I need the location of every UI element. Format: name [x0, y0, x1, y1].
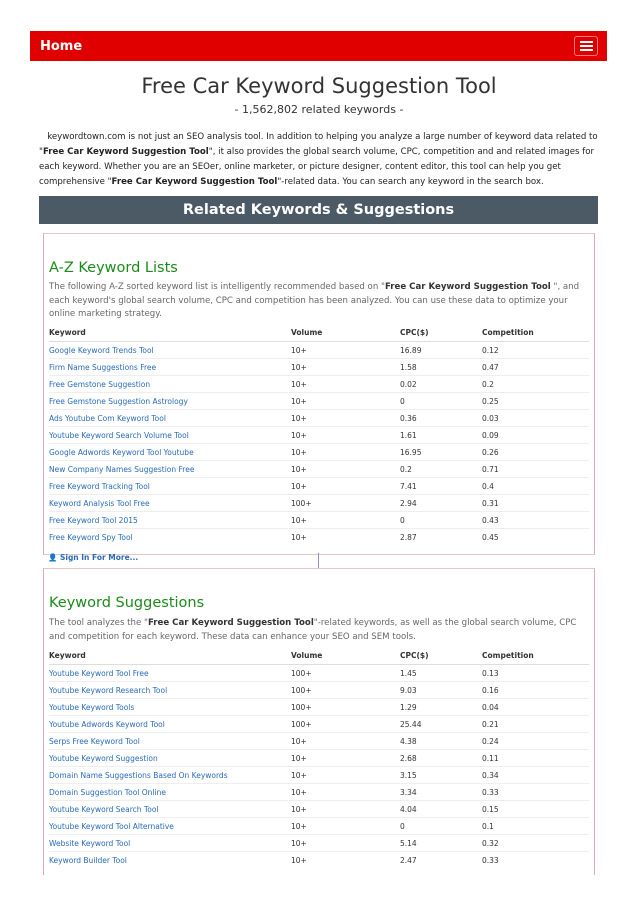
keyword-link[interactable]: Youtube Keyword Tools — [49, 699, 291, 716]
volume-cell: 100+ — [291, 665, 400, 682]
column-header: Keyword — [49, 324, 291, 342]
az-keyword-panel — [43, 233, 595, 555]
cpc-cell: 0.36 — [400, 410, 482, 427]
keyword-link[interactable]: Youtube Keyword Tool Free — [49, 665, 291, 682]
competition-cell: 0.21 — [482, 716, 589, 733]
table-row — [49, 784, 589, 801]
competition-cell: 0.33 — [482, 784, 589, 801]
nav-home-link[interactable]: Home — [40, 38, 83, 54]
table-row — [49, 427, 589, 444]
competition-cell: 0.33 — [482, 852, 589, 869]
keyword-link[interactable]: New Company Names Suggestion Free — [49, 461, 291, 478]
cpc-cell: 2.47 — [400, 852, 482, 869]
keyword-link[interactable]: Youtube Keyword Search Tool — [49, 801, 291, 818]
cpc-cell: 1.61 — [400, 427, 482, 444]
competition-cell: 0.04 — [482, 699, 589, 716]
keyword-suggestions-panel — [43, 568, 595, 875]
column-header: CPC($) — [400, 324, 482, 342]
cpc-cell: 7.41 — [400, 478, 482, 495]
keyword-link[interactable]: Free Gemstone Suggestion — [49, 376, 291, 393]
hamburger-menu-icon[interactable] — [574, 36, 598, 56]
competition-cell: 0.2 — [482, 376, 589, 393]
volume-cell: 10+ — [291, 342, 400, 359]
table-header-row — [49, 647, 589, 665]
cpc-cell: 0 — [400, 818, 482, 835]
column-header: Volume — [291, 324, 400, 342]
competition-cell: 0.03 — [482, 410, 589, 427]
competition-cell: 0.1 — [482, 818, 589, 835]
volume-cell: 10+ — [291, 801, 400, 818]
competition-cell: 0.13 — [482, 665, 589, 682]
volume-cell: 10+ — [291, 444, 400, 461]
table-row — [49, 750, 589, 767]
table-row — [49, 716, 589, 733]
competition-cell: 0.25 — [482, 393, 589, 410]
table-row — [49, 444, 589, 461]
cpc-cell: 0.02 — [400, 376, 482, 393]
az-desc-text: The following A-Z sorted keyword list is intelligently recommended based on " — [49, 282, 385, 292]
suggestions-desc-text: "-related keywords, as well as the global search volume, CPC and competition for each keyword. These data can enhance your SEO and SEM tools. — [49, 618, 577, 642]
volume-cell: 10+ — [291, 410, 400, 427]
table-row — [49, 699, 589, 716]
table-header-row — [49, 324, 589, 342]
table-row — [49, 529, 589, 546]
cpc-cell: 0.2 — [400, 461, 482, 478]
suggestions-desc-text: The tool analyzes the " — [49, 618, 148, 628]
competition-cell: 0.31 — [482, 495, 589, 512]
table-row — [49, 801, 589, 818]
table-row — [49, 665, 589, 682]
cpc-cell: 2.87 — [400, 529, 482, 546]
column-header: Volume — [291, 647, 400, 665]
table-row — [49, 733, 589, 750]
table-row — [49, 342, 589, 359]
suggestions-table — [49, 647, 589, 868]
competition-cell: 0.24 — [482, 733, 589, 750]
volume-cell: 10+ — [291, 784, 400, 801]
keyword-link[interactable]: Domain Name Suggestions Based On Keywords — [49, 767, 291, 784]
keyword-link[interactable]: Free Gemstone Suggestion Astrology — [49, 393, 291, 410]
keyword-link[interactable]: Keyword Analysis Tool Free — [49, 495, 291, 512]
competition-cell: 0.43 — [482, 512, 589, 529]
intro-text: keywordtown.com is not just an SEO analysis tool. In addition to helping you analyze a large number of keyword data related to " — [39, 132, 598, 157]
keyword-link[interactable]: Ads Youtube Com Keyword Tool — [49, 410, 291, 427]
cpc-cell: 0 — [400, 393, 482, 410]
table-row — [49, 835, 589, 852]
related-keywords-header: Related Keywords & Suggestions — [39, 196, 598, 224]
column-header: Competition — [482, 324, 589, 342]
cpc-cell: 1.58 — [400, 359, 482, 376]
competition-cell: 0.26 — [482, 444, 589, 461]
volume-cell: 10+ — [291, 478, 400, 495]
volume-cell: 10+ — [291, 835, 400, 852]
volume-cell: 100+ — [291, 699, 400, 716]
cpc-cell: 1.29 — [400, 699, 482, 716]
table-row — [49, 461, 589, 478]
volume-cell: 10+ — [291, 512, 400, 529]
keyword-link[interactable]: Free Keyword Tool 2015 — [49, 512, 291, 529]
keyword-link[interactable]: Serps Free Keyword Tool — [49, 733, 291, 750]
volume-cell: 10+ — [291, 427, 400, 444]
table-row — [49, 495, 589, 512]
intro-keyword: Free Car Keyword Suggestion Tool — [42, 147, 209, 157]
page-subtitle: - 1,562,802 related keywords - — [234, 103, 404, 116]
cpc-cell: 4.38 — [400, 733, 482, 750]
cpc-cell: 25.44 — [400, 716, 482, 733]
keyword-link[interactable]: Youtube Keyword Search Volume Tool — [49, 427, 291, 444]
keyword-link[interactable]: Youtube Keyword Research Tool — [49, 682, 291, 699]
column-header: Competition — [482, 647, 589, 665]
cpc-cell: 4.04 — [400, 801, 482, 818]
intro-text: "-related data. You can search any keyword in the search box. — [277, 177, 544, 187]
keyword-link[interactable]: Free Keyword Tracking Tool — [49, 478, 291, 495]
table-row — [49, 410, 589, 427]
keyword-link[interactable]: Youtube Keyword Tool Alternative — [49, 818, 291, 835]
volume-cell: 10+ — [291, 393, 400, 410]
cpc-cell: 3.34 — [400, 784, 482, 801]
competition-cell: 0.16 — [482, 682, 589, 699]
sign-in-label: Sign In For More... — [59, 553, 139, 562]
table-row — [49, 818, 589, 835]
keyword-link[interactable]: Domain Suggestion Tool Online — [49, 784, 291, 801]
table-row — [49, 359, 589, 376]
cpc-cell: 2.94 — [400, 495, 482, 512]
keyword-link[interactable]: Firm Name Suggestions Free — [49, 359, 291, 376]
cpc-cell: 2.68 — [400, 750, 482, 767]
competition-cell: 0.47 — [482, 359, 589, 376]
volume-cell: 100+ — [291, 716, 400, 733]
cpc-cell: 16.95 — [400, 444, 482, 461]
az-keyword-table — [49, 324, 589, 545]
competition-cell: 0.32 — [482, 835, 589, 852]
cpc-cell: 16.89 — [400, 342, 482, 359]
volume-cell: 100+ — [291, 682, 400, 699]
table-row — [49, 512, 589, 529]
keyword-link[interactable]: Youtube Adwords Keyword Tool — [49, 716, 291, 733]
competition-cell: 0.34 — [482, 767, 589, 784]
competition-cell: 0.4 — [482, 478, 589, 495]
table-row — [49, 478, 589, 495]
volume-cell: 100+ — [291, 495, 400, 512]
table-row — [49, 376, 589, 393]
hamburger-line — [580, 45, 593, 47]
column-header: CPC($) — [400, 647, 482, 665]
cpc-cell: 5.14 — [400, 835, 482, 852]
az-desc-text: ", and each keyword's global search volume, CPC and competition has been analyzed. You can use these data to optimize your online marketing strategy. — [49, 282, 580, 319]
az-desc-keyword: Free Car Keyword Suggestion Tool — [384, 282, 551, 292]
page-title: Free Car Keyword Suggestion Tool — [141, 74, 497, 98]
suggestions-description — [49, 617, 589, 644]
competition-cell: 0.71 — [482, 461, 589, 478]
sign-in-more-link[interactable] — [48, 553, 138, 562]
competition-cell: 0.11 — [482, 750, 589, 767]
keyword-link[interactable]: Website Keyword Tool — [49, 835, 291, 852]
volume-cell: 10+ — [291, 733, 400, 750]
volume-cell: 10+ — [291, 852, 400, 869]
table-row — [49, 852, 589, 869]
intro-keyword: Free Car Keyword Suggestion Tool — [111, 177, 278, 187]
suggestions-desc-keyword: Free Car Keyword Suggestion Tool — [147, 618, 314, 628]
volume-cell: 10+ — [291, 750, 400, 767]
cpc-cell: 3.15 — [400, 767, 482, 784]
competition-cell: 0.12 — [482, 342, 589, 359]
volume-cell: 10+ — [291, 767, 400, 784]
cpc-cell: 0 — [400, 512, 482, 529]
navbar — [30, 31, 607, 61]
cpc-cell: 1.45 — [400, 665, 482, 682]
competition-cell: 0.15 — [482, 801, 589, 818]
keyword-link[interactable]: Google Keyword Trends Tool — [49, 342, 291, 359]
table-row — [49, 767, 589, 784]
hamburger-line — [580, 41, 593, 43]
keyword-link[interactable]: Keyword Builder Tool — [49, 852, 291, 869]
keyword-link[interactable]: Free Keyword Spy Tool — [49, 529, 291, 546]
keyword-link[interactable]: Youtube Keyword Suggestion — [49, 750, 291, 767]
intro-text: ", it also provides the global search volume, CPC, competition and and related images for each keyword. Whether you are an SEOer, online marketer, or picture designer, content editor, this tool can help you get comprehensive " — [39, 147, 595, 187]
volume-cell: 10+ — [291, 376, 400, 393]
cpc-cell: 9.03 — [400, 682, 482, 699]
az-description — [49, 281, 589, 322]
intro-paragraph — [39, 130, 601, 190]
keyword-link[interactable]: Google Adwords Keyword Tool Youtube — [49, 444, 291, 461]
competition-cell: 0.45 — [482, 529, 589, 546]
table-row — [49, 393, 589, 410]
volume-cell: 10+ — [291, 461, 400, 478]
volume-cell: 10+ — [291, 359, 400, 376]
user-icon: 👤 — [48, 553, 58, 562]
competition-cell: 0.09 — [482, 427, 589, 444]
table-row — [49, 682, 589, 699]
az-title: A-Z Keyword Lists — [49, 260, 178, 276]
column-header: Keyword — [49, 647, 291, 665]
suggestions-title: Keyword Suggestions — [49, 595, 205, 611]
section-divider — [318, 553, 319, 568]
volume-cell: 10+ — [291, 818, 400, 835]
volume-cell: 10+ — [291, 529, 400, 546]
hamburger-line — [580, 49, 593, 51]
